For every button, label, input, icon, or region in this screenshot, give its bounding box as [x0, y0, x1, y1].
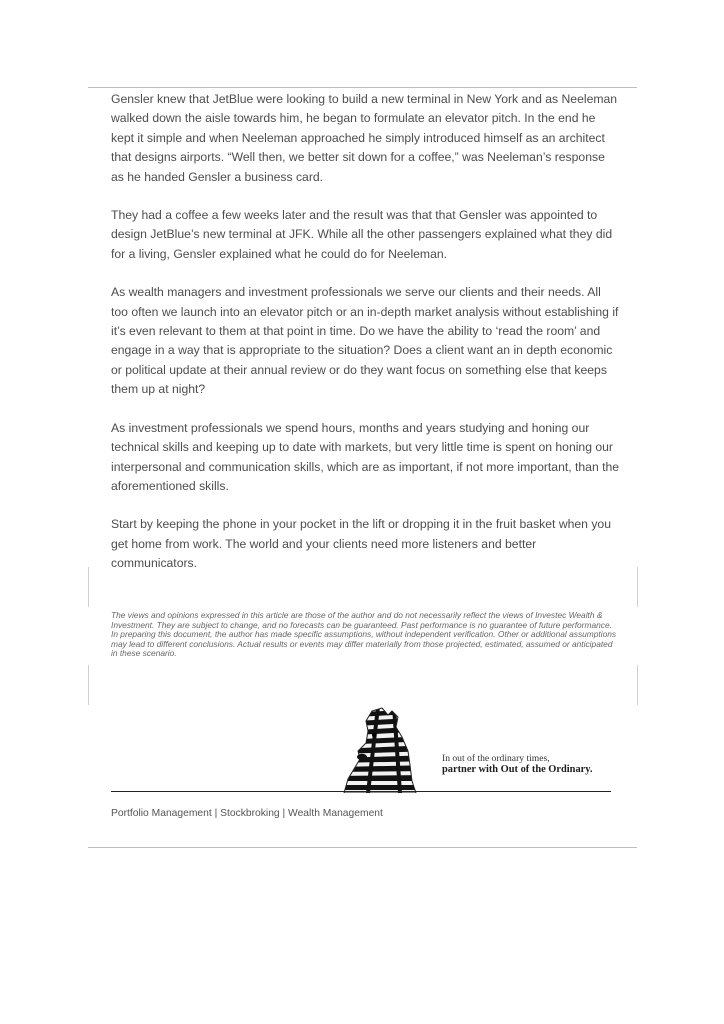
brand-banner [336, 707, 616, 797]
article-body [111, 90, 621, 593]
article-paragraph: Gensler knew that JetBlue were looking to build a new terminal in New York and as Neeleman walked down the aisle towards him, he began to formulate an elevator pitch. In the end he kept it simple and when Neeleman approached he simply introduced himself as an architect that designs airports. “Well then, we better sit down for a coffee,” was Neeleman’s response as he handed Gensler a business card. [111, 92, 618, 184]
right-margin-line [637, 567, 638, 607]
right-margin-line [637, 665, 638, 705]
footer-service-links: Portfolio Management | Stockbroking | Wealth Management [111, 808, 383, 819]
article-paragraph: As wealth managers and investment professionals we serve our clients and their needs. All too often we launch into an elevator pitch or an in-depth market analysis without establishing if it’s even relevant to them at that point in time. Do we have the ability to ‘read the room’ and engage in a way that is appropriate to the situation? Does a client want an in depth economic or political update at their annual review or do they want focus on something else that keeps them up at night? [111, 285, 619, 397]
banner-underline [111, 791, 611, 792]
article-paragraph: Start by keeping the phone in your pocket in the lift or dropping it in the fruit basket when you get home from work. The world and your clients need more listeners and better communicators. [111, 517, 611, 571]
left-margin-line [88, 665, 89, 705]
article-paragraph: As investment professionals we spend hours, months and years studying and honing our technical skills and keeping up to date with markets, but very little time is spent on honing our interpersonal and communication skills, which are as important, if not more important, than the aforementioned skills. [111, 420, 620, 493]
zebra-head-icon [336, 707, 432, 793]
brand-tagline-line1: In out of the ordinary times, [442, 753, 550, 764]
disclaimer-text: The views and opinions expressed in this article are those of the author and do not necessarily reflect the views of Investec Wealth & Investment. They are subject to change, and no forecasts can be guaranteed. Past performance is no guarantee of future performance. In preparing this document, the author has made specific assumptions, without independent verification. Other or additional assumptions may lead to different conclusions. Actual results or events may differ materially from those projected, estimated, assumed or anticipated in these scenario. [111, 610, 617, 659]
left-margin-line [88, 567, 89, 607]
top-divider [88, 87, 637, 88]
bottom-divider [88, 847, 637, 848]
article-paragraph: They had a coffee a few weeks later and the result was that that Gensler was appointed to design JetBlue’s new terminal at JFK. While all the other passengers explained what they did for a living, Gensler explained what he could do for Neeleman. [111, 208, 613, 261]
brand-tagline-line2: partner with Out of the Ordinary. [442, 764, 593, 775]
